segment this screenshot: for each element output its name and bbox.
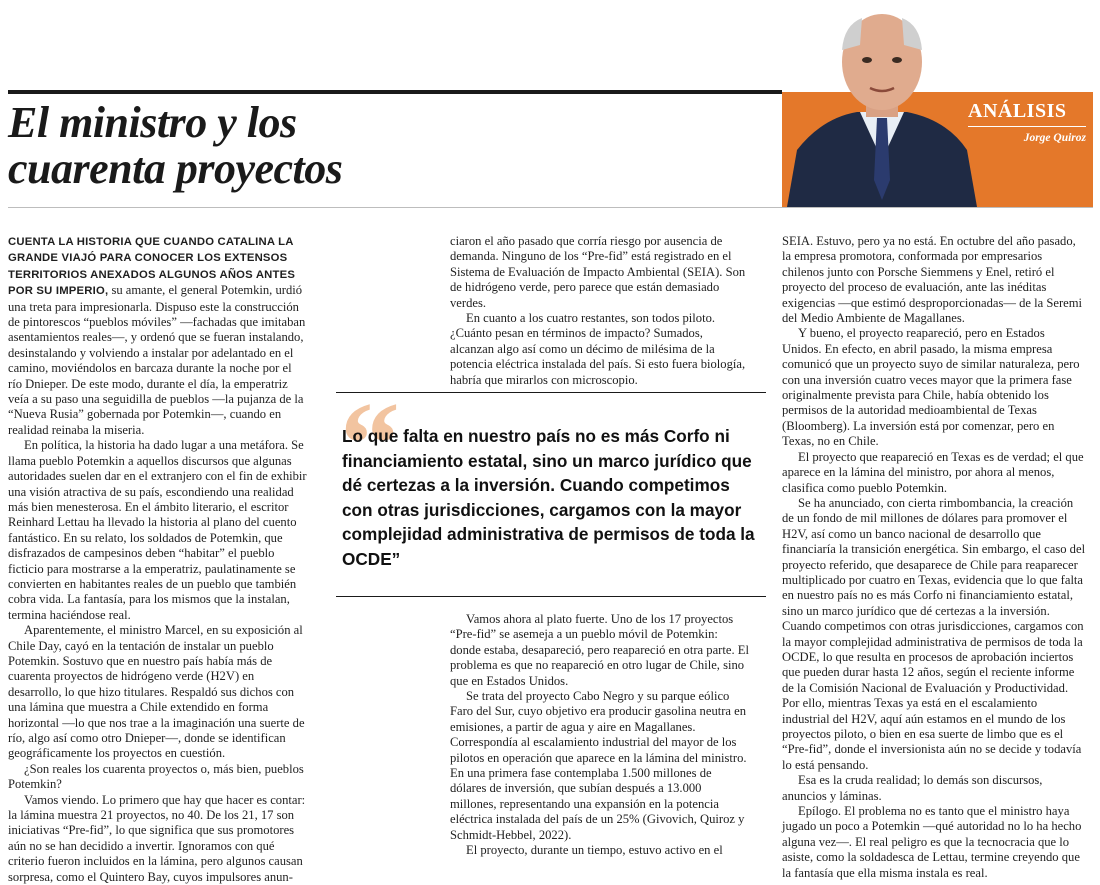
- quote-marks-icon: “: [340, 377, 400, 510]
- column-3: [782, 234, 1087, 881]
- section-label-underline: [968, 126, 1086, 127]
- headline-line-2: cuarenta proyectos: [8, 144, 343, 193]
- paragraph: ciaron el año pasado que corría riesgo por ausencia de demanda. Ninguno de los “Pre-fid” está registrado en el Sistema de Evaluación de Impacto Ambiental (SEIA). Son de hidrógeno verde, pero parece que están demasiado verdes.: [450, 234, 746, 310]
- paragraph: ¿Son reales los cuarenta proyectos o, más bien, pueblos Potemkin?: [8, 761, 304, 792]
- pull-quote-bottom-rule: [336, 596, 766, 597]
- lede-rest: su amante, el general Potemkin, urdió una treta para impresionarla. Dispuso este la construcción de pintorescos “pueblos móviles” —fachadas que imitaban asentamientos reales—, y ordenó que se fueran instalando, desinstalando y volviendo a instalar por adelantado en el camino, moviéndolos en barcaza durante la noche por el río Dnieper. De este modo, durante el día, la emperatriz veía a su paso una seguidilla de pueblos —la pujanza de la “Nueva Rusia” gobernada por Potemkin—, cuando en realidad reinaba la miseria.: [8, 283, 306, 437]
- column-2-top: [450, 234, 750, 388]
- headline-top-rule: [8, 90, 782, 94]
- paragraph: En política, la historia ha dado lugar a una metáfora. Se llama pueblo Potemkin a aquellos discursos que algunas autoridades suelen dar en el extranjero con el fin de exhibir una visión atractiva de su país, escondiendo una realidad más bien menesterosa. En el ámbito literario, el escritor Reinhard Lettau ha llevado la historia al plano del cuento fantástico. En su relato, los soldados de Potemkin, que disfrazados de campesinos deben “habitar” el pueblo ficticio para mostrarse a la emperatriz, paulatinamente se convierten en habitantes reales de un pueblo que también cobra vida. La fantasía, para los mismos que la instalan, termina haciéndose real.: [8, 438, 307, 622]
- paragraph: Vamos ahora al plato fuerte. Uno de los 17 proyectos “Pre-fid” se asemeja a un pueblo móvil de Potemkin: donde estaba, desapareció, pero reapareció en otra parte. El problema es que no reapareció en otro lugar de Chile, sino que en Estados Unidos.: [450, 612, 749, 688]
- column-2-bottom: [450, 612, 750, 859]
- paragraph: Epílogo. El problema no es tanto que el ministro haya jugado un poco a Potemkin —qué autoridad no lo ha hecho alguna vez—. El real peligro es que la tecnocracia que lo asiste, como la soldadesca de Lettau, termine creyendo que la fantasía que ella misma instala es real.: [782, 804, 1082, 880]
- paragraph: Y bueno, el proyecto reapareció, pero en Estados Unidos. En efecto, en abril pasado, la misma empresa comunicó que un proyecto suyo de similar naturaleza, pero con una inversión cuatro veces mayor que la primera fase originalmente prevista para Chile, había obtenido los permisos de la autoridad medioambiental de Texas (Bloomberg). La inversión está por comenzar, pero en Texas, no en Chile.: [782, 326, 1080, 449]
- pull-quote: Lo que falta en nuestro país no es más Corfo ni financiamiento estatal, sino un marco jurídico que dé certezas a la inversión. Cuando competimos con otras jurisdicciones, cargamos con la mayor complejidad administrativa de permisos de toda la OCDE”: [342, 426, 755, 569]
- paragraph: Se trata del proyecto Cabo Negro y su parque eólico Faro del Sur, cuyo objetivo era producir gasolina neutra en emisiones, a partir de agua y aire en Magallanes. Correspondía al escalamiento industrial del mayor de los pilotos en operación que aparece en la lámina del ministro. En una primera fase contemplaba 1.500 millones de dólares de inversión, que subían después a 13.000 millones, representando una expansión en la potencia eléctrica instalada del país de un 25% (Givovich, Quiroz y Schmidt-Hebbel, 2022).: [450, 689, 747, 842]
- paragraph: El proyecto, durante un tiempo, estuvo activo en el: [466, 843, 723, 858]
- column-1: [8, 234, 308, 885]
- pull-quote-top-rule: [336, 392, 766, 393]
- paragraph: En cuanto a los cuatro restantes, son todos piloto. ¿Cuánto pesan en términos de impacto? Sumados, alcanzan algo así como un décimo de milésima de la potencia eléctrica instalada del país. Si esto fuera biología, habría que mirarlos con microscopio.: [450, 311, 746, 387]
- paragraph: SEIA. Estuvo, pero ya no está. En octubre del año pasado, la empresa promotora, conformada por empresarios chilenos junto con Porsche Siemmens y Enel, retiró el proyecto del proceso de evaluación, ante las inéditas exigencias —que estimó desproporcionadas— de la Seremi del Medio Ambiente de Magallanes.: [782, 234, 1083, 326]
- headline: [8, 100, 768, 192]
- section-label: ANÁLISIS: [968, 100, 1067, 122]
- header-bottom-rule: [8, 207, 1093, 208]
- paragraph: Vamos viendo. Lo primero que hay que hacer es contar: la lámina muestra 21 proyectos, no 40. De los 21, 17 son iniciativas “Pre-fid”, lo que significa que sus promotores aún no se han decidido a invertir. Ignoramos con qué criterio fueron incluidos en la lámina, pero algunos causan sorpresa, como el Quintero Bay, cuyos impulsores anun-: [8, 792, 306, 884]
- paragraph: El proyecto que reapareció en Texas es de verdad; el que aparece en la lámina del ministro, por ahora al menos, clasifica como pueblo Potemkin.: [782, 449, 1084, 495]
- lede-caps: CUENTA LA HISTORIA QUE CUANDO CATALINA LA GRANDE VIAJÓ PARA CONOCER LOS EXTENSOS TERRITORIOS ANEXADOS ALGUNOS AÑOS ANTES POR SU IMPERIO,: [8, 236, 296, 298]
- lede-paragraph: [8, 234, 308, 438]
- paragraph: Se ha anunciado, con cierta rimbombancia, la creación de un fondo de mil millones de dólares para promover el H2V, así como un banco nacional de desarrollo que financiaría la transición energética. Sin embargo, el caso del proyecto referido, que desaparece de Chile para reaparecer multiplicado por cuatro en Texas, evidencia que lo que falta en nuestro país no es más Corfo ni financiamiento estatal, sino un marco jurídico que dé certezas a la inversión. Cuando competimos con otras jurisdicciones, cargamos con la mayor complejidad administrativa de permisos de toda la OCDE, lo que resulta en procesos de aprobación inciertos que pueden durar hasta 12 años, según el reciente informe de la Comisión Nacional de Evaluación y Productividad. Por ello, mientras Texas ya está en el escalamiento industrial del H2V, aquí aún estamos en el mundo de los proyectos piloto, o bien en esa suerte de limbo que es el “Pre-fid”, donde el inversionista aún no se decide y todavía lo está pensando.: [782, 495, 1086, 772]
- author-photo: [782, 0, 982, 207]
- paragraph: Aparentemente, el ministro Marcel, en su exposición al Chile Day, cayó en la tentación de instalar un pueblo Potemkin. Sostuvo que en nuestro país había más de cuarenta proyectos de hidrógeno verde (H2V) en desarrollo, lo que hizo titulares. Respaldó sus dichos con una lámina que muestra a Chile extendido en forma horizontal —lo que nos trae a la imaginación una suerte de río, algo así como otro Dnieper—, donde se identifican geográficamente los proyectos en cuestión.: [8, 623, 305, 761]
- headline-line-1: El ministro y los: [8, 98, 297, 147]
- author-byline: Jorge Quiroz: [1023, 132, 1086, 144]
- paragraph: Esa es la cruda realidad; lo demás son discursos, anuncios y láminas.: [782, 773, 1043, 803]
